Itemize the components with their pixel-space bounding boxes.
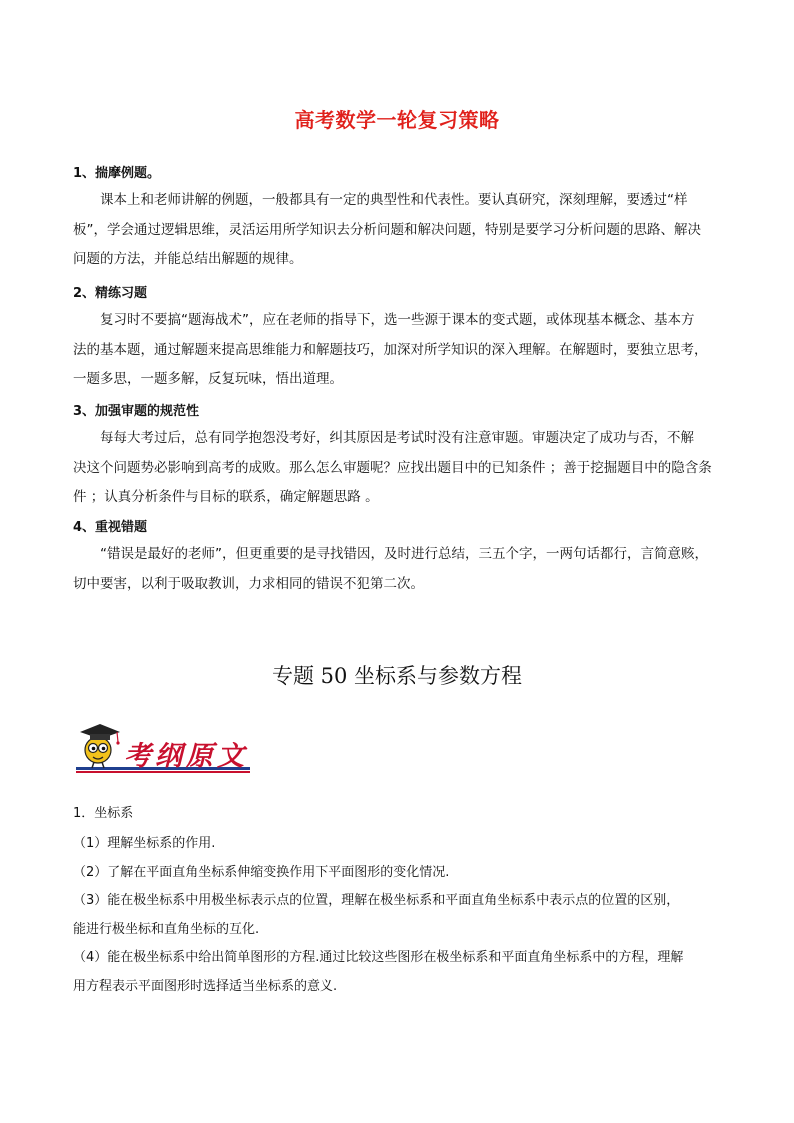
section-4-body (73, 540, 723, 599)
section-1-body (73, 186, 723, 275)
outline-item-2: （2）了解在平面直角坐标系伸缩变换作用下平面图形的变化情况. (73, 864, 450, 880)
banner-text: 考纲原文 (124, 741, 248, 772)
section-2-line-3: 一题多思，一题多解，反复玩味，悟出道理。 (73, 371, 343, 387)
outline-item-4-cont: 用方程表示平面图形时选择适当坐标系的意义. (73, 978, 338, 994)
section-2-heading: 2、精练习题 (73, 286, 148, 301)
outline-item-1: （1）理解坐标系的作用. (73, 836, 216, 851)
outline-item-4: （4）能在极坐标系中给出简单图形的方程.通过比较这些图形在极坐标系和平面直角坐标系中的方程，理解 (73, 950, 684, 965)
topic-title: 专题 50 坐标系与参数方程 (271, 664, 523, 688)
section-3-line-2: 决这个问题势必影响到高考的成败。那么怎么审题呢？应找出题目中的已知条件 ；善于挖掘题目中的隐含条 (73, 459, 712, 476)
section-3-body (73, 424, 723, 513)
section-1-line-2: 板”，学会通过逻辑思维，灵活运用所学知识去分析问题和解决问题，特别是要学习分析问题的思路、解决 (73, 221, 701, 238)
main-title: 高考数学一轮复习策略 (294, 108, 500, 132)
outline-item-3: （3）能在极坐标系中用极坐标表示点的位置，理解在极坐标系和平面直角坐标系中表示点的位置的区别， (73, 893, 680, 908)
section-3-line-3: 件 ；认真分析条件与目标的联系，确定解题思路 。 (73, 489, 379, 505)
section-2-line-1: 复习时不要搞“题海战术”，应在老师的指导下，选一些源于课本的变式题，或体现基本概念、基本方 (100, 312, 695, 328)
outline-item-3-cont: 能进行极坐标和直角坐标的互化. (73, 921, 260, 937)
section-3-heading: 3、加强审题的规范性 (73, 404, 200, 419)
section-1-line-1: 课本上和老师讲解的例题，一般都具有一定的典型性和代表性。要认真研究，深刻理解，要透过“样 (100, 192, 688, 208)
outline-items (73, 830, 733, 1001)
section-4-line-2: 切中要害，以利于吸取教训，力求相同的错误不犯第二次。 (73, 575, 424, 592)
section-1-line-3: 问题的方法，并能总结出解题的规律。 (73, 251, 303, 267)
section-2-line-2: 法的基本题，通过解题来提高思维能力和解题技巧，加深对所学知识的深入理解。在解题时，要独立思考， (73, 341, 708, 358)
section-4-heading: 4、重视错题 (73, 520, 148, 535)
section-4-line-1: “错误是最好的老师”，但更重要的是寻找错因，及时进行总结，三五个字，一两句话都行，言简意赅， (100, 546, 708, 562)
section-3-line-1: 每每大考过后，总有同学抱怨没考好，纠其原因是考试时没有注意审题。审题决定了成功与否，不解 (100, 430, 694, 446)
syllabus-outline (73, 800, 733, 829)
mascot-icon (80, 724, 120, 768)
syllabus-banner (72, 714, 252, 776)
outline-heading: 1．坐标系 (73, 806, 134, 821)
section-2-body (73, 306, 723, 395)
section-1-heading: 1、揣摩例题。 (73, 166, 161, 181)
